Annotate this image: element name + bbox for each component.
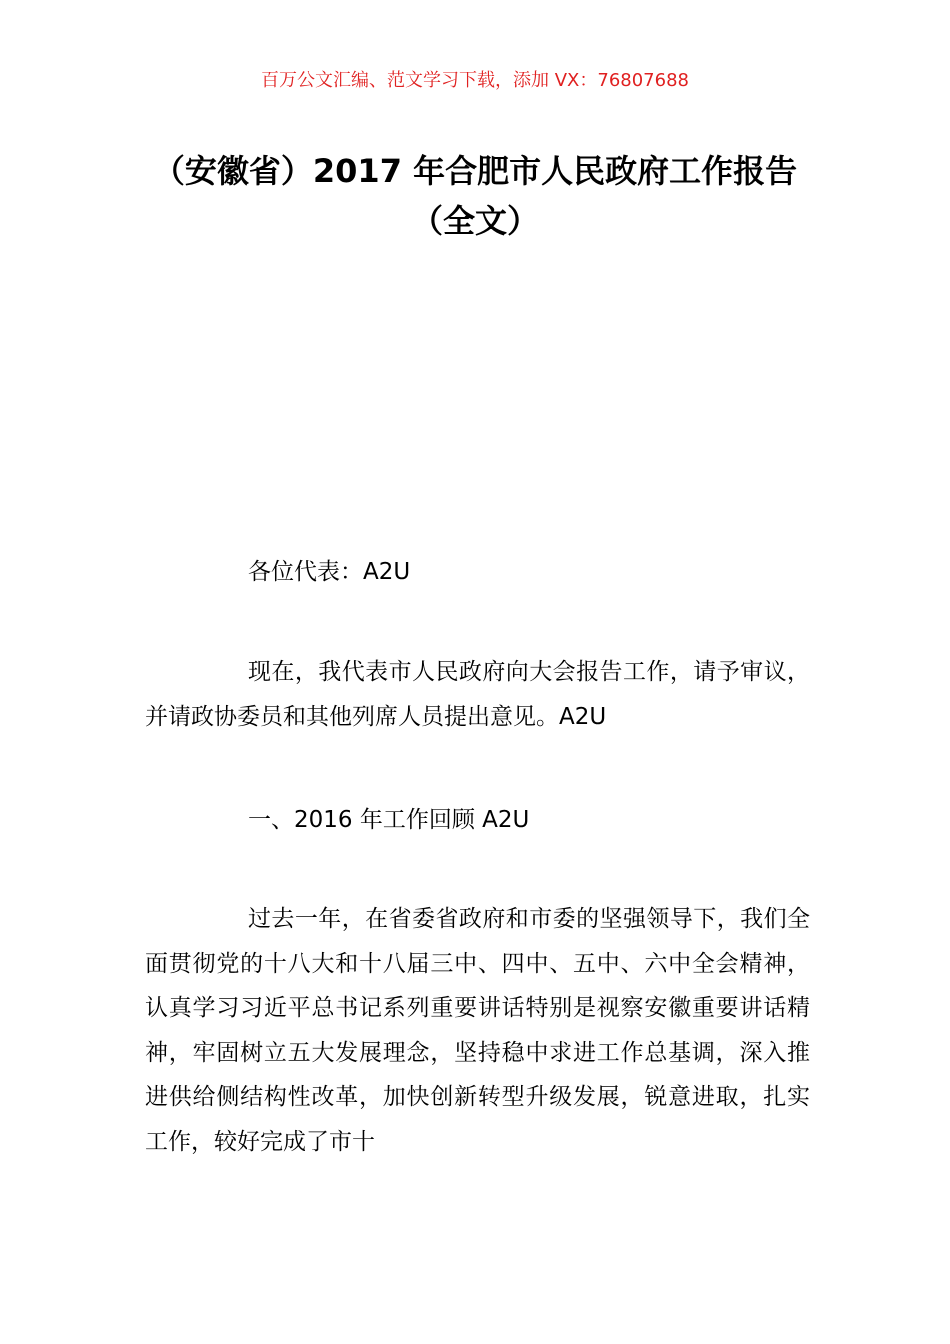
salutation-paragraph: 各位代表：A2U: [248, 559, 411, 585]
review-paragraph: 过去一年，在省委省政府和市委的坚强领导下，我们全面贯彻党的十八大和十八届三中、四中、五中、六中全会精神，认真学习习近平总书记系列重要讲话特别是视察安徽重要讲话精神，牢固树立五大发展理念，坚持稳中求进工作总基调，深入推进供给侧结构性改革，加快创新转型升级发展，锐意进取，扎实工作，较好完成了市十: [145, 906, 810, 1155]
header-watermark: 百万公文汇编、范文学习下载，添加 VX：76807688: [261, 70, 689, 91]
document-title: （安徽省）2017 年合肥市人民政府工作报告（全文）: [152, 152, 798, 240]
intro-paragraph: 现在，我代表市人民政府向大会报告工作，请予审议，并请政协委员和其他列席人员提出意见。A2U: [145, 659, 810, 730]
section-heading: 一、2016 年工作回顾 A2U: [248, 807, 530, 833]
